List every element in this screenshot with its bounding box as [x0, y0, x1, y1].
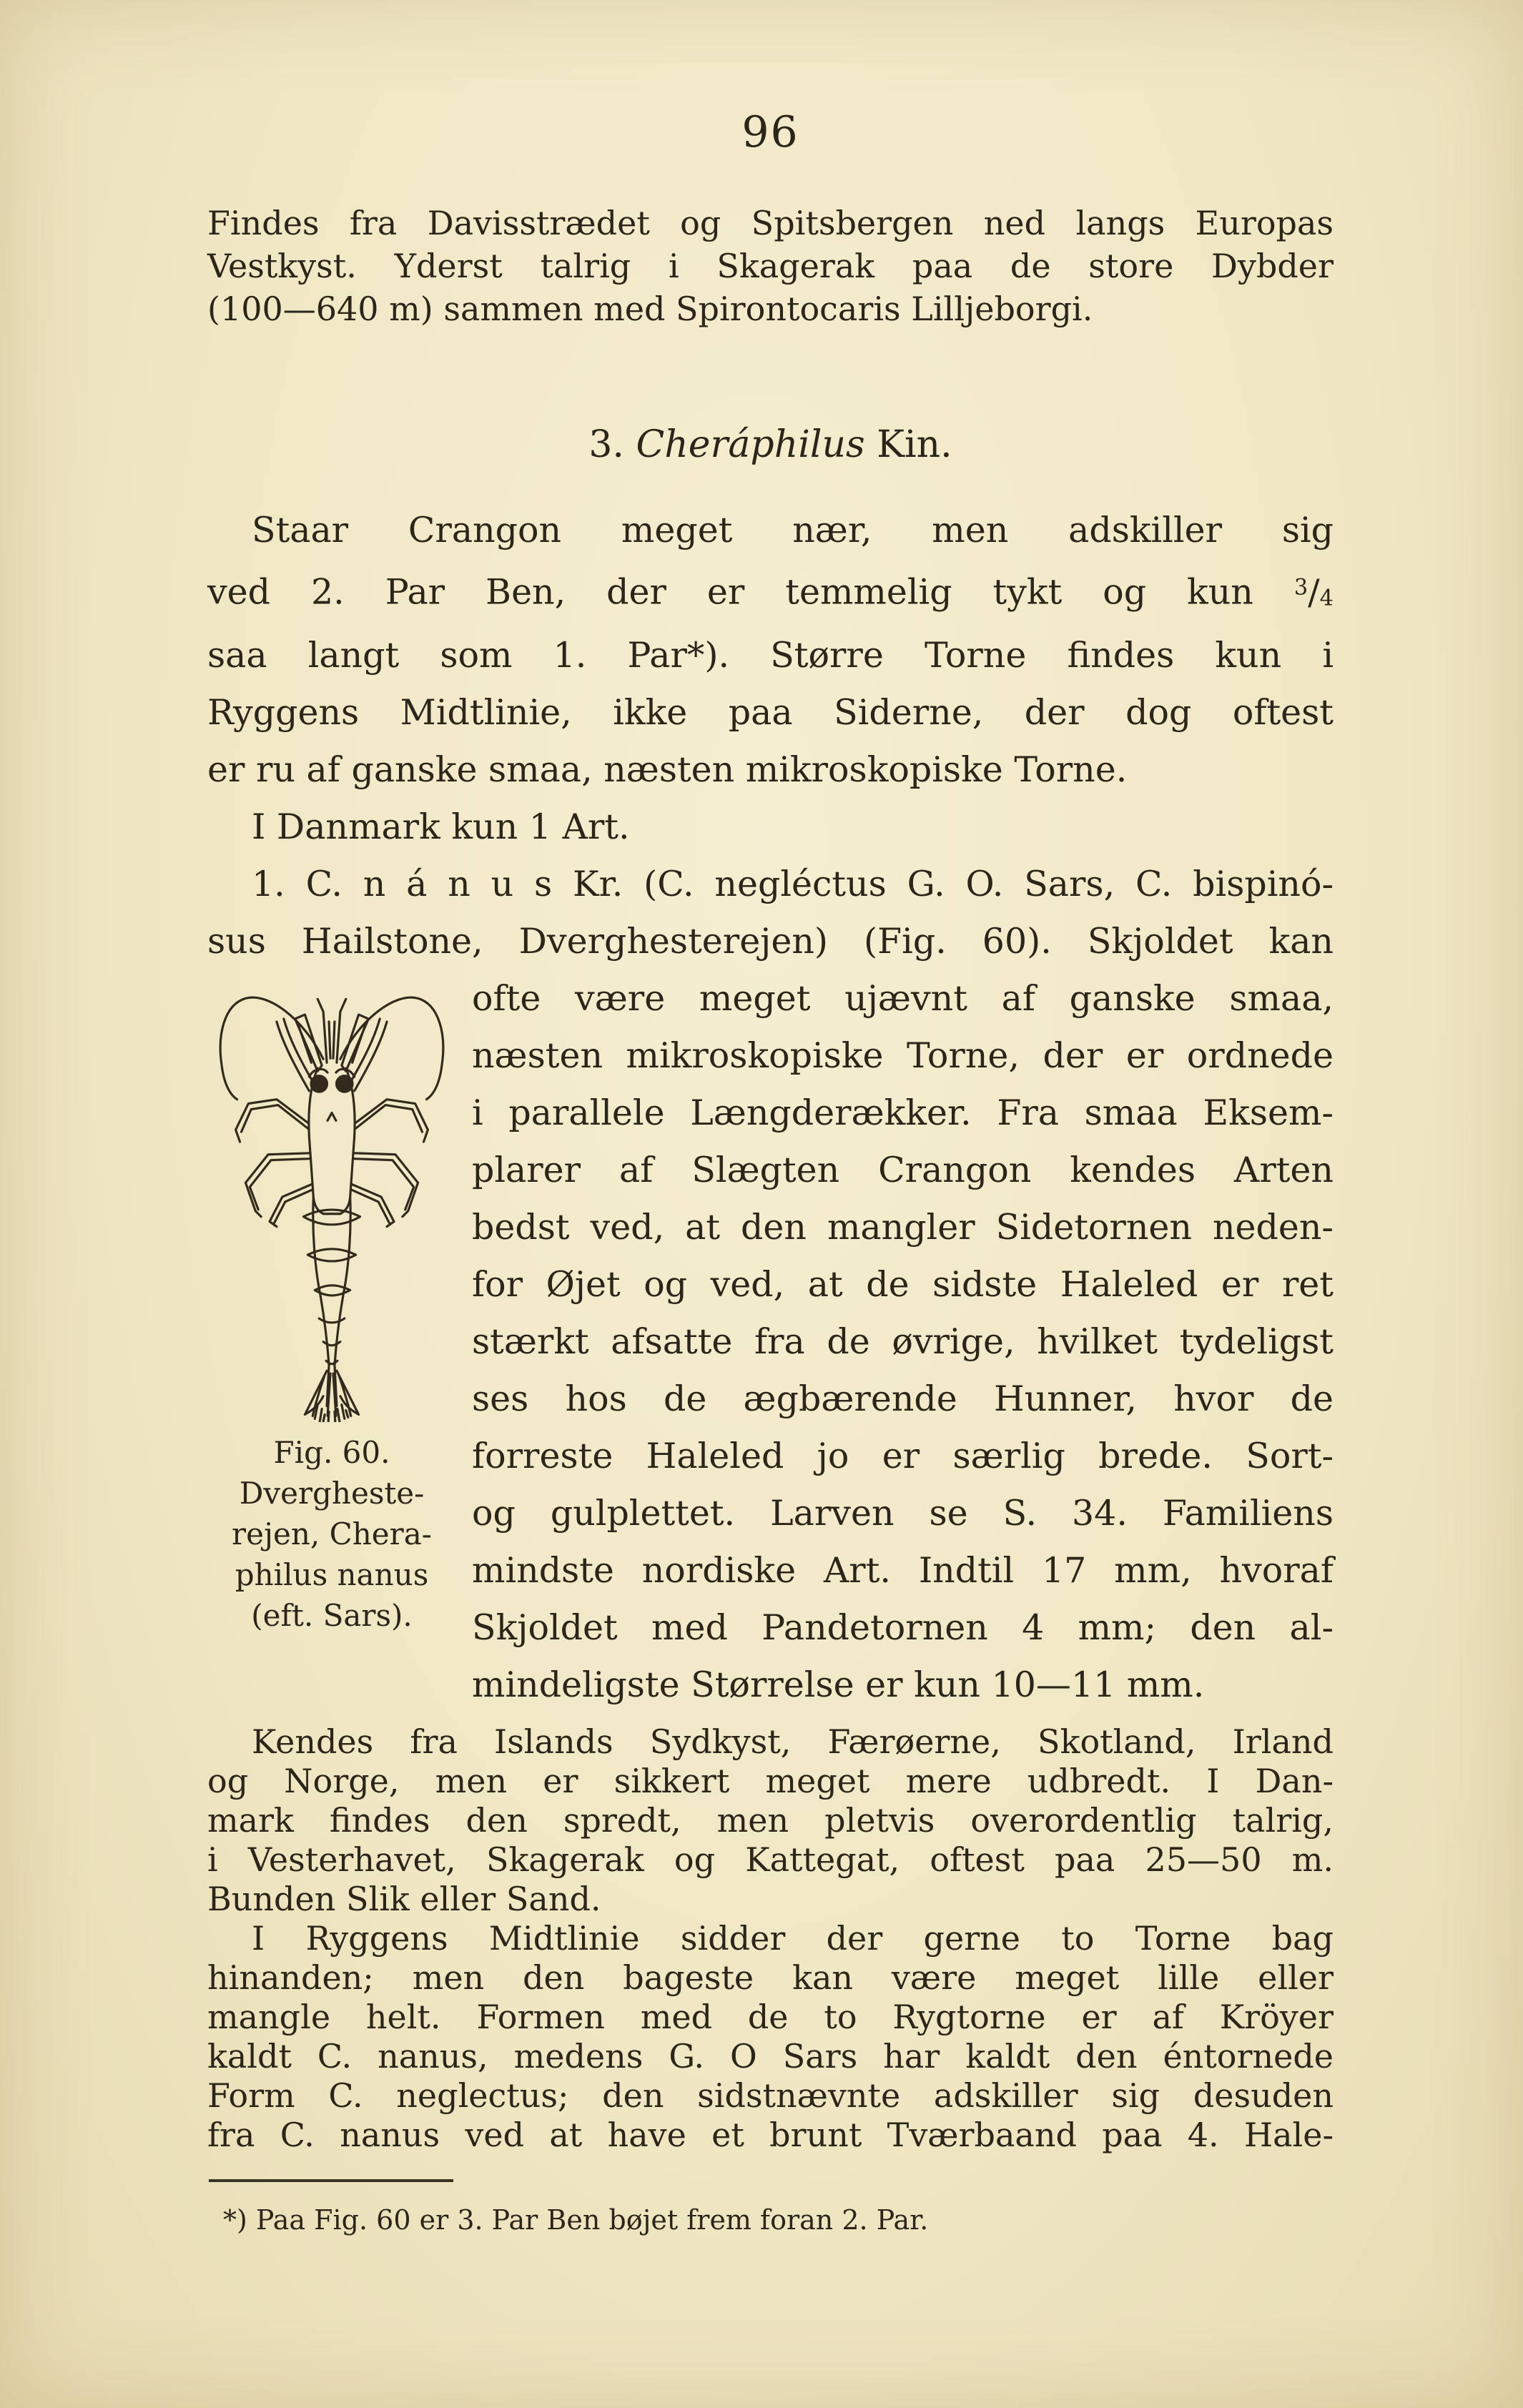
author-abbreviation: Kin. — [877, 423, 952, 466]
text-line: for Øjet og ved, at de sidste Haleled er ret — [472, 1264, 1334, 1306]
intro-paragraph — [207, 202, 1334, 330]
telson — [327, 1365, 337, 1416]
text-line: mindste nordiske Art. Indtil 17 mm, hvoraf — [472, 1550, 1334, 1592]
text-line: (eft. Sars). — [251, 1598, 413, 1634]
text-line: er ru af ganske smaa, næsten mikroskopiske Torne. — [207, 749, 1128, 791]
text-line: og Norge, men er sikkert meget mere udbredt. I Dan- — [207, 1762, 1334, 1801]
species-paragraph-lead — [207, 502, 1334, 970]
text-line: Form C. neglectus; den sidstnævnte adskiller sig desuden — [207, 2076, 1334, 2116]
text-line: mangle helt. Formen med de to Rygtorne er af Kröyer — [207, 1998, 1334, 2037]
text-line: Dvergheste- — [239, 1476, 425, 1511]
text-line: sus Hailstone, Dverghesterejen) (Fig. 60). Skjoldet kan — [207, 921, 1334, 962]
leg-right-1 — [356, 1100, 428, 1142]
text-line: rejen, Chera- — [232, 1516, 432, 1552]
section-heading — [207, 422, 1334, 468]
abdomen-band-6 — [326, 1361, 337, 1363]
genus-name: Cheráphilus — [636, 423, 865, 466]
text-line: Bunden Slik eller Sand. — [207, 1880, 601, 1919]
text-line: saa langt som 1. Par*). Større Torne findes kun i — [207, 635, 1334, 676]
leg-left-1 — [236, 1100, 308, 1142]
text-line: 1. C. n á n u s Kr. (C. negléctus G. O. Sars, C. bispinó- — [252, 864, 1334, 905]
footnote: *) Paa Fig. 60 er 3. Par Ben bøjet frem foran 2. Par. — [223, 2204, 929, 2236]
text-line: I Ryggens Midtlinie sidder der gerne to Torne bag — [252, 1919, 1334, 1958]
text-line: ses hos de ægbærende Hunner, hvor de — [472, 1378, 1334, 1420]
rostrum-mark — [327, 1113, 336, 1121]
text-line: forreste Haleled jo er særlig brede. Sort- — [472, 1436, 1334, 1477]
text-line: I Danmark kun 1 Art. — [252, 806, 630, 848]
fraction: $^3/_4$ — [1293, 571, 1334, 613]
text-line: ofte være meget ujævnt af ganske smaa, — [472, 978, 1334, 1020]
text-line: Findes fra Davisstrædet og Spitsbergen ned langs Europas — [207, 204, 1334, 242]
uropod-right — [337, 1371, 359, 1416]
leg-left-3 — [270, 1184, 312, 1226]
text-line: stærkt afsatte fra de øvrige, hvilket tydeligst — [472, 1321, 1334, 1363]
text-line: Staar Crangon meget nær, men adskiller sig — [252, 510, 1334, 551]
abdomen-band-4 — [319, 1318, 345, 1323]
footnote-rule — [209, 2179, 453, 2182]
abdomen-band-5 — [323, 1342, 340, 1346]
text-line: fra C. nanus ved at have et brunt Tværbaand paa 4. Hale- — [207, 2116, 1334, 2155]
text-line: mindeligste Størrelse er kun 10—11 mm. — [472, 1664, 1205, 1706]
species-paragraph — [207, 502, 1334, 1714]
text-line: i parallele Længderækker. Fra smaa Eksem- — [472, 1092, 1334, 1134]
leg-right-3 — [352, 1184, 394, 1226]
tail-hatching — [315, 1405, 348, 1422]
text-line: Fig. 60. — [273, 1435, 390, 1471]
text-line: Kendes fra Islands Sydkyst, Færøerne, Skotland, Irland — [252, 1722, 1334, 1762]
text-line: plarer af Slægten Crangon kendes Arten — [472, 1150, 1334, 1191]
figure-caption — [207, 1432, 456, 1636]
text-line: kaldt C. nanus, medens G. O Sars har kaldt den éntornede — [207, 2037, 1334, 2076]
text-line: (100—640 m) sammen med Spirontocaris Lilljeborgi. — [207, 290, 1093, 328]
figure-60 — [207, 977, 456, 1722]
antennule-icon — [317, 1000, 346, 1063]
text-line: mark findes den spredt, men pletvis overordentlig talrig, — [207, 1801, 1334, 1840]
text-line: Vestkyst. Yderst talrig i Skagerak paa de store Dybder — [207, 247, 1334, 285]
text-line: bedst ved, at den mangler Sidetornen neden- — [472, 1207, 1334, 1248]
text-line: Ryggens Midtlinie, ikke paa Siderne, der dog oftest — [207, 692, 1334, 734]
text-line: og gulplettet. Larven se S. 34. Familiens — [472, 1493, 1334, 1534]
section-number: 3. — [588, 423, 624, 466]
text-line: næsten mikroskopiske Torne, der er ordnede — [472, 1035, 1334, 1077]
distribution-paragraph — [207, 1722, 1334, 2155]
text-line: Skjoldet med Pandetornen 4 mm; den al- — [472, 1607, 1334, 1649]
text-line: philus nanus — [235, 1557, 429, 1593]
text-line: i Vesterhavet, Skagerak og Kattegat, oftest paa 25—50 m. — [207, 1840, 1334, 1880]
text-line: hinanden; men den bageste kan være meget lille eller — [207, 1958, 1334, 1998]
text-line: ved 2. Par Ben, der er temmelig tykt og kun $^3/_4$ — [207, 571, 1334, 613]
shrimp-illustration — [212, 977, 452, 1422]
page-number: 96 — [741, 107, 799, 157]
